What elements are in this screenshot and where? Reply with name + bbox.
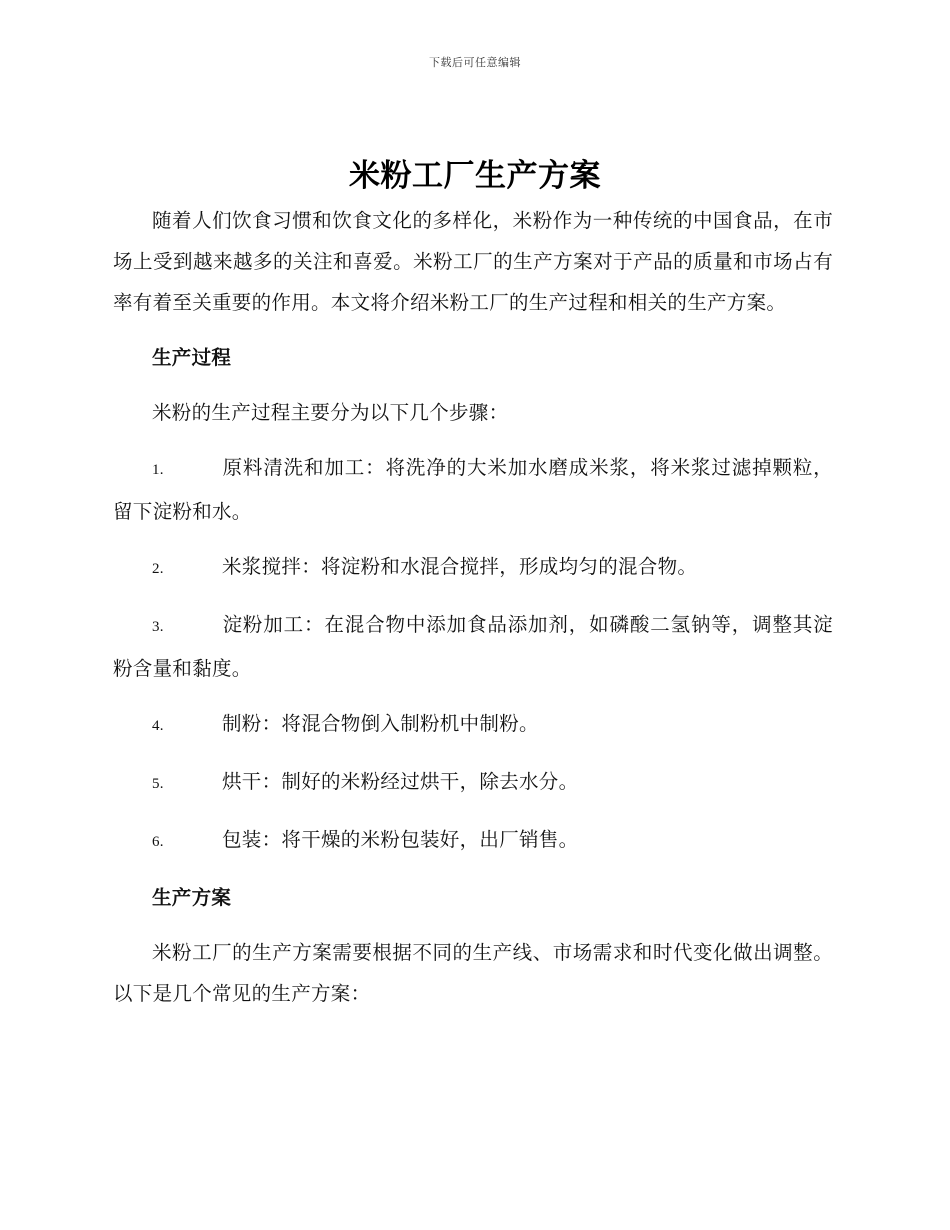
process-lead-paragraph: 米粉的生产过程主要分为以下几个步骤： — [152, 401, 509, 424]
list-item — [113, 703, 833, 747]
document-title: 米粉工厂生产方案 — [349, 158, 601, 194]
intro-paragraph: 随着人们饮食习惯和饮食文化的多样化，米粉作为一种传统的中国食品，在市场上受到越来越多的关注和喜爱。米粉工厂的生产方案对于产品的质量和市场占有率有着至关重要的作用。本文将介绍米粉工厂的生产过程和相关的生产方案。 — [113, 209, 833, 314]
list-number: 4. — [152, 718, 164, 734]
list-text: 原料清洗和加工：将洗净的大米加水磨成米浆，将米浆过滤掉颗粒，留下淀粉和水。 — [113, 456, 833, 523]
list-number: 6. — [152, 834, 164, 850]
list-item — [113, 761, 833, 805]
list-text: 淀粉加工：在混合物中添加食品添加剂，如磷酸二氢钠等，调整其淀粉含量和黏度。 — [113, 613, 833, 680]
list-item — [113, 819, 833, 863]
list-text: 烘干：制好的米粉经过烘干，除去水分。 — [222, 770, 579, 793]
document-body — [113, 200, 833, 1014]
section-heading-plan: 生产方案 — [152, 886, 232, 909]
list-number: 1. — [152, 462, 164, 478]
list-item — [113, 546, 833, 590]
list-number: 2. — [152, 561, 164, 577]
list-text: 制粉：将混合物倒入制粉机中制粉。 — [222, 712, 539, 735]
list-text: 包装：将干燥的米粉包装好，出厂销售。 — [222, 828, 579, 851]
list-number: 5. — [152, 776, 164, 792]
header-note: 下载后可任意编辑 — [429, 56, 521, 69]
list-text: 米浆搅拌：将淀粉和水混合搅拌，形成均匀的混合物。 — [222, 555, 698, 578]
section-heading-process: 生产过程 — [152, 346, 232, 369]
list-number: 3. — [152, 619, 164, 635]
list-item — [113, 447, 833, 532]
plan-lead-paragraph: 米粉工厂的生产方案需要根据不同的生产线、市场需求和时代变化做出调整。以下是几个常见的生产方案： — [113, 941, 833, 1005]
list-item — [113, 604, 833, 689]
